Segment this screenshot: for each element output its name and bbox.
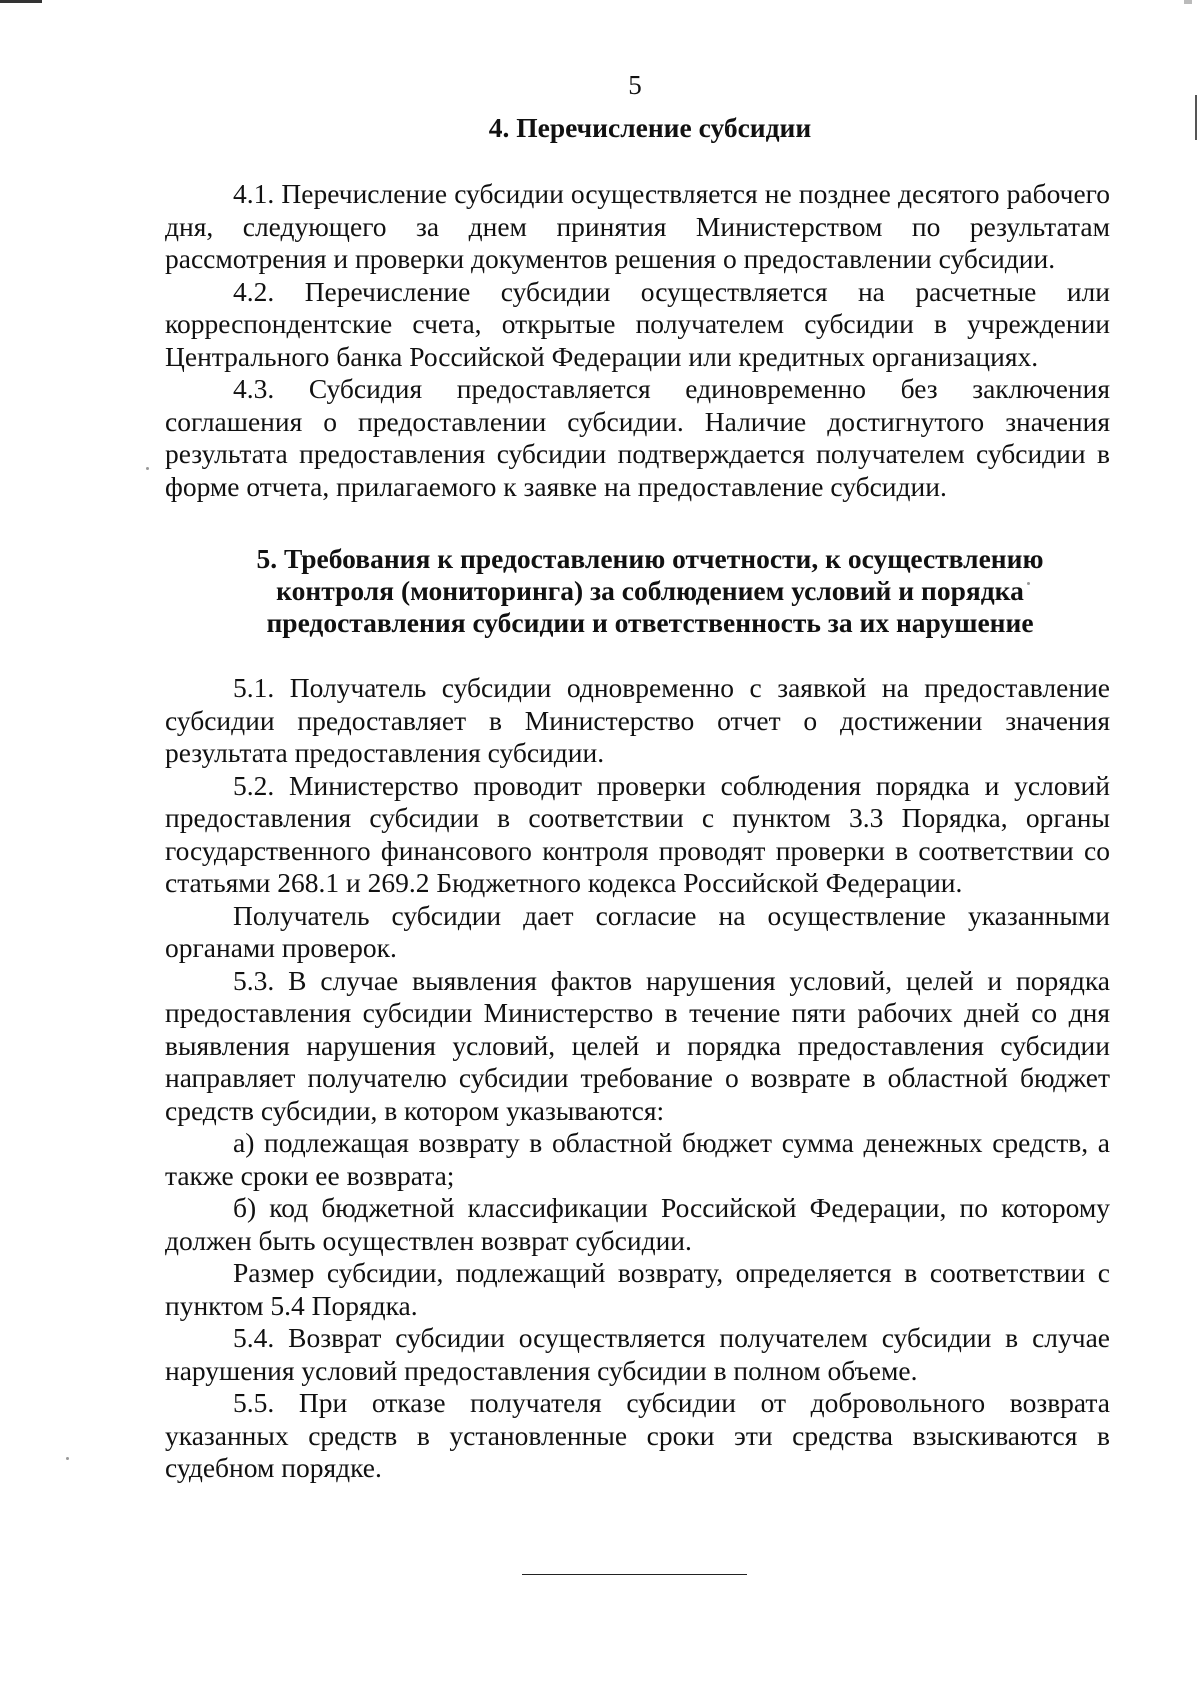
paragraph-5-3-b: б) код бюджетной классификации Российской Федерации, по которому должен быть осуществлен возврат субсидии.	[165, 1192, 1110, 1256]
paragraph-5-3-a: а) подлежащая возврату в областной бюджет сумма денежных средств, а также сроки ее возврата;	[165, 1127, 1110, 1191]
paragraph-5-2: 5.2. Министерство проводит проверки соблюдения порядка и условий предоставления субсидии в соответствии с пунктом 3.3 Порядка, органы государственного финансового контроля проводят проверки в соответствии со статьями 268.1 и 269.2 Бюджетного кодекса Российской Федерации.	[165, 769, 1110, 898]
section-4-body	[165, 178, 1110, 503]
paragraph-4-2: 4.2. Перечисление субсидии осуществляется на расчетные или корреспондентские счета, открытые получателем субсидии в учреждении Центрального банка Российской Федерации или кредитных организациях.	[165, 275, 1110, 372]
section-5-title	[150, 543, 1150, 639]
section-5-title-line: 5. Требования к предоставлению отчетности, к осуществлению	[256, 543, 1044, 574]
section-5-title-line: контроля (мониторинга) за соблюдением условий и порядка	[276, 575, 1024, 606]
paragraph-5-4: 5.4. Возврат субсидии осуществляется получателем субсидии в случае нарушения условий предоставления субсидии в полном объеме.	[165, 1322, 1110, 1386]
paragraph-5-5: 5.5. При отказе получателя субсидии от добровольного возврата указанных средств в установленные сроки эти средства взыскиваются в судебном порядке.	[165, 1387, 1110, 1483]
scan-edge-mark	[1195, 95, 1197, 140]
paragraph-5-1: 5.1. Получатель субсидии одновременно с заявкой на предоставление субсидии предоставляет в Министерство отчет о достижении значения результата предоставления субсидии.	[165, 672, 1110, 768]
end-of-document-rule	[522, 1574, 747, 1575]
section-4-title: 4. Перечисление субсидии	[488, 112, 812, 143]
paragraph-5-3-amount: Размер субсидии, подлежащий возврату, определяется в соответствии с пунктом 5.4 Порядка.	[165, 1257, 1110, 1321]
scan-speck	[146, 467, 149, 470]
scan-speck	[66, 1457, 69, 1460]
paragraph-5-3: 5.3. В случае выявления фактов нарушения условий, целей и порядка предоставления субсидии Министерство в течение пяти рабочих дней со дня выявления нарушения условий, целей и порядка предоставления субсидии направляет получателю субсидии требование о возврате в областной бюджет средств субсидии, в котором указываются:	[165, 964, 1110, 1126]
paragraph-4-3: 4.3. Субсидия предоставляется единовременно без заключения соглашения о предоставлении субсидии. Наличие достигнутого значения результата предоставления субсидии подтверждается получателем субсидии в форме отчета, прилагаемого к заявке на предоставление субсидии.	[165, 373, 1110, 502]
scan-edge-mark	[1184, 0, 1192, 4]
section-5-title-line: предоставления субсидии и ответственность за их нарушение	[266, 607, 1034, 638]
page-number: 5	[628, 70, 642, 100]
paragraph-4-1: 4.1. Перечисление субсидии осуществляется не позднее десятого рабочего дня, следующего за днем принятия Министерством по результатам рассмотрения и проверки документов решения о предоставлении субсидии.	[165, 178, 1110, 274]
section-5-body	[165, 672, 1110, 1485]
paragraph-5-2-consent: Получатель субсидии дает согласие на осуществление указанными органами проверок.	[165, 899, 1110, 963]
scan-edge-mark	[0, 0, 42, 3]
